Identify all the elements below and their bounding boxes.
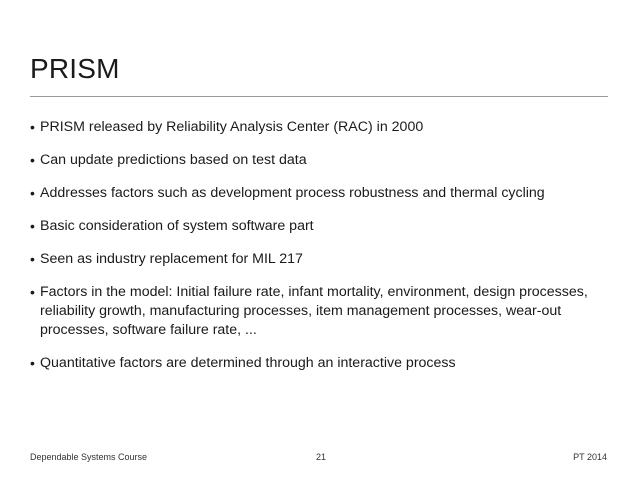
bullet-list bbox=[30, 118, 610, 387]
bullet-text: Can update predictions based on test data bbox=[40, 152, 307, 168]
bullet-marker: • bbox=[30, 284, 35, 300]
bullet-item bbox=[30, 118, 610, 137]
bullet-text: Basic consideration of system software part bbox=[40, 218, 314, 234]
footer-author-year: PT 2014 bbox=[573, 452, 607, 462]
bullet-marker: • bbox=[30, 119, 35, 135]
bullet-item bbox=[30, 250, 610, 269]
slide-title: PRISM bbox=[30, 53, 120, 84]
bullet-marker: • bbox=[30, 185, 35, 201]
bullet-marker: • bbox=[30, 218, 35, 234]
bullet-item bbox=[30, 283, 610, 340]
bullet-marker: • bbox=[30, 152, 35, 168]
bullet-text: Addresses factors such as development process robustness and thermal cycling bbox=[40, 185, 545, 201]
bullet-text: PRISM released by Reliability Analysis Center (RAC) in 2000 bbox=[40, 119, 424, 135]
bullet-marker: • bbox=[30, 251, 35, 267]
title-divider bbox=[30, 96, 608, 97]
footer-page-number: 21 bbox=[315, 452, 326, 462]
bullet-marker: • bbox=[30, 355, 35, 371]
bullet-item bbox=[30, 151, 610, 170]
footer-course-name: Dependable Systems Course bbox=[30, 452, 148, 462]
bullet-item bbox=[30, 184, 610, 203]
bullet-text: Factors in the model: Initial failure rate, infant mortality, environment, design processes, reliability growth, manufacturing processes, item management processes, wear-out processes, software failure rate, ... bbox=[40, 284, 588, 338]
bullet-text: Seen as industry replacement for MIL 217 bbox=[40, 251, 303, 267]
bullet-text: Quantitative factors are determined through an interactive process bbox=[40, 355, 456, 371]
bullet-item bbox=[30, 217, 610, 236]
bullet-item bbox=[30, 354, 610, 373]
